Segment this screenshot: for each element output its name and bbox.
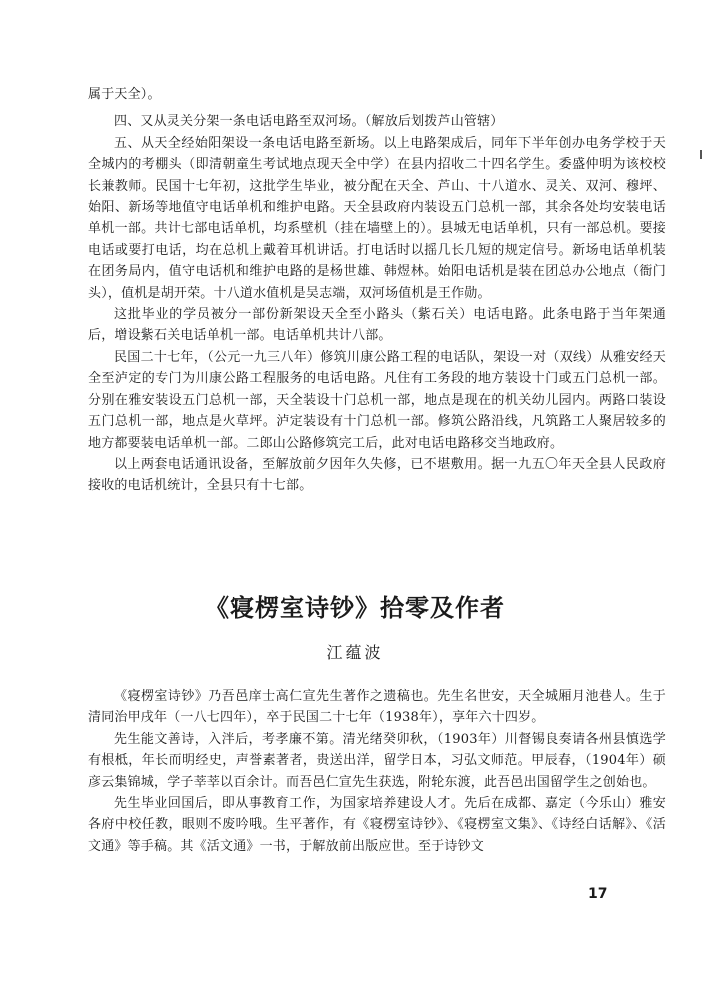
- page-number: 17: [588, 886, 608, 902]
- paragraph: 《寝楞室诗钞》乃吾邑庠士高仁宣先生著作之遗稿也。先生名世安，天全城厢月池巷人。生于清同治甲戌年（一八七四年），卒于民国二十七年（1938年），享年六十四岁。: [88, 689, 666, 726]
- article-author: 江蕴波: [326, 643, 384, 662]
- article-body: [88, 686, 666, 857]
- paragraph: 五、从天全经始阳架设一条电话电路至新场。以上电路架成后，同年下半年创办电务学校于天全城内的考棚头（即清朝童生考试地点现天全中学）在县内招收二十四名学生。委盛仲明为该校校长兼教师。民国十七年初，这批学生毕业，被分配在天全、芦山、十八道水、灵关、双河、穆坪、始阳、新场等地值守电话单机和维护电路。天全县政府内装设五门总机一部，其余各处均安装电话单机一部。共计七部电话单机，均系壁机（挂在墙壁上的）。县城无电话单机，只有一部总机。要接电话或要打电话，均在总机上戴着耳机讲话。打电话时以摇几长几短的规定信号。新场电话单机装在团务局内，值守电话机和维护电路的是杨世雄、韩煜林。始阳电话机是装在团总办公地点（衙门头），值机是胡开荣。十八道水值机是吴志端，双河场值机是王作勋。: [88, 135, 666, 301]
- paragraph: 民国二十七年，（公元一九三八年）修筑川康公路工程的电话队，架设一对（双线）从雅安经天全至泸定的专门为川康公路工程服务的电话电路。凡住有工务段的地方装设十门或五门总机一部。分别在雅安装设五门总机一部，天全装设十门总机一部，地点是现在的机关幼儿园内。两路口装设五门总机一部，地点是火草坪。泸定装设有十门总机一部。修筑公路沿线，凡筑路工人聚居较多的地方都要装电话单机一部。二郎山公路修筑完工后，此对电话电路移交当地政府。: [88, 349, 666, 451]
- paragraph: 这批毕业的学员被分一部份新架设天全至小路头（紫石关）电话电路。此条电路于当年架通后，增设紫石关电话单机一部。电话单机共计八部。: [88, 307, 666, 344]
- paragraph: 先生能文善诗，入泮后，考孝廉不第。清光绪癸卯秋，（1903年）川督锡良奏请各州县慎选学有根柢，年长而明经史，声誉素著者，贵送出洋，留学日本，习弘文师范。甲辰春，（1904年）硕彦云集锦城，学子莘莘以百余计。而吾邑仁宣先生获选，附轮东渡，此吾邑出国留学生之创始也。: [88, 731, 666, 790]
- paragraph: 四、又从灵关分架一条电话电路至双河场。（解放后划拨芦山管辖）: [114, 114, 504, 130]
- scan-mark: [700, 150, 702, 159]
- section-telephone-history: [88, 84, 666, 497]
- article-title: 《寝楞室诗钞》拾零及作者: [205, 593, 505, 622]
- paragraph: 以上两套电话通讯设备，至解放前夕因年久失修，已不堪敷用。据一九五〇年天全县人民政府接收的电话机统计，全县只有十七部。: [88, 456, 666, 494]
- paragraph: 先生毕业回国后，即从事教育工作，为国家培养建设人才。先后在成都、嘉定（今乐山）雅安各府中校任教，眼则不废吟哦。生平著作，有《寝楞室诗钞》、《寝楞室文集》、《诗经白话解》、《活文通》等手稿。其《活文通》一书，于解放前出版应世。至于诗钞文: [88, 796, 666, 854]
- paragraph: 属于天全）。: [88, 87, 161, 102]
